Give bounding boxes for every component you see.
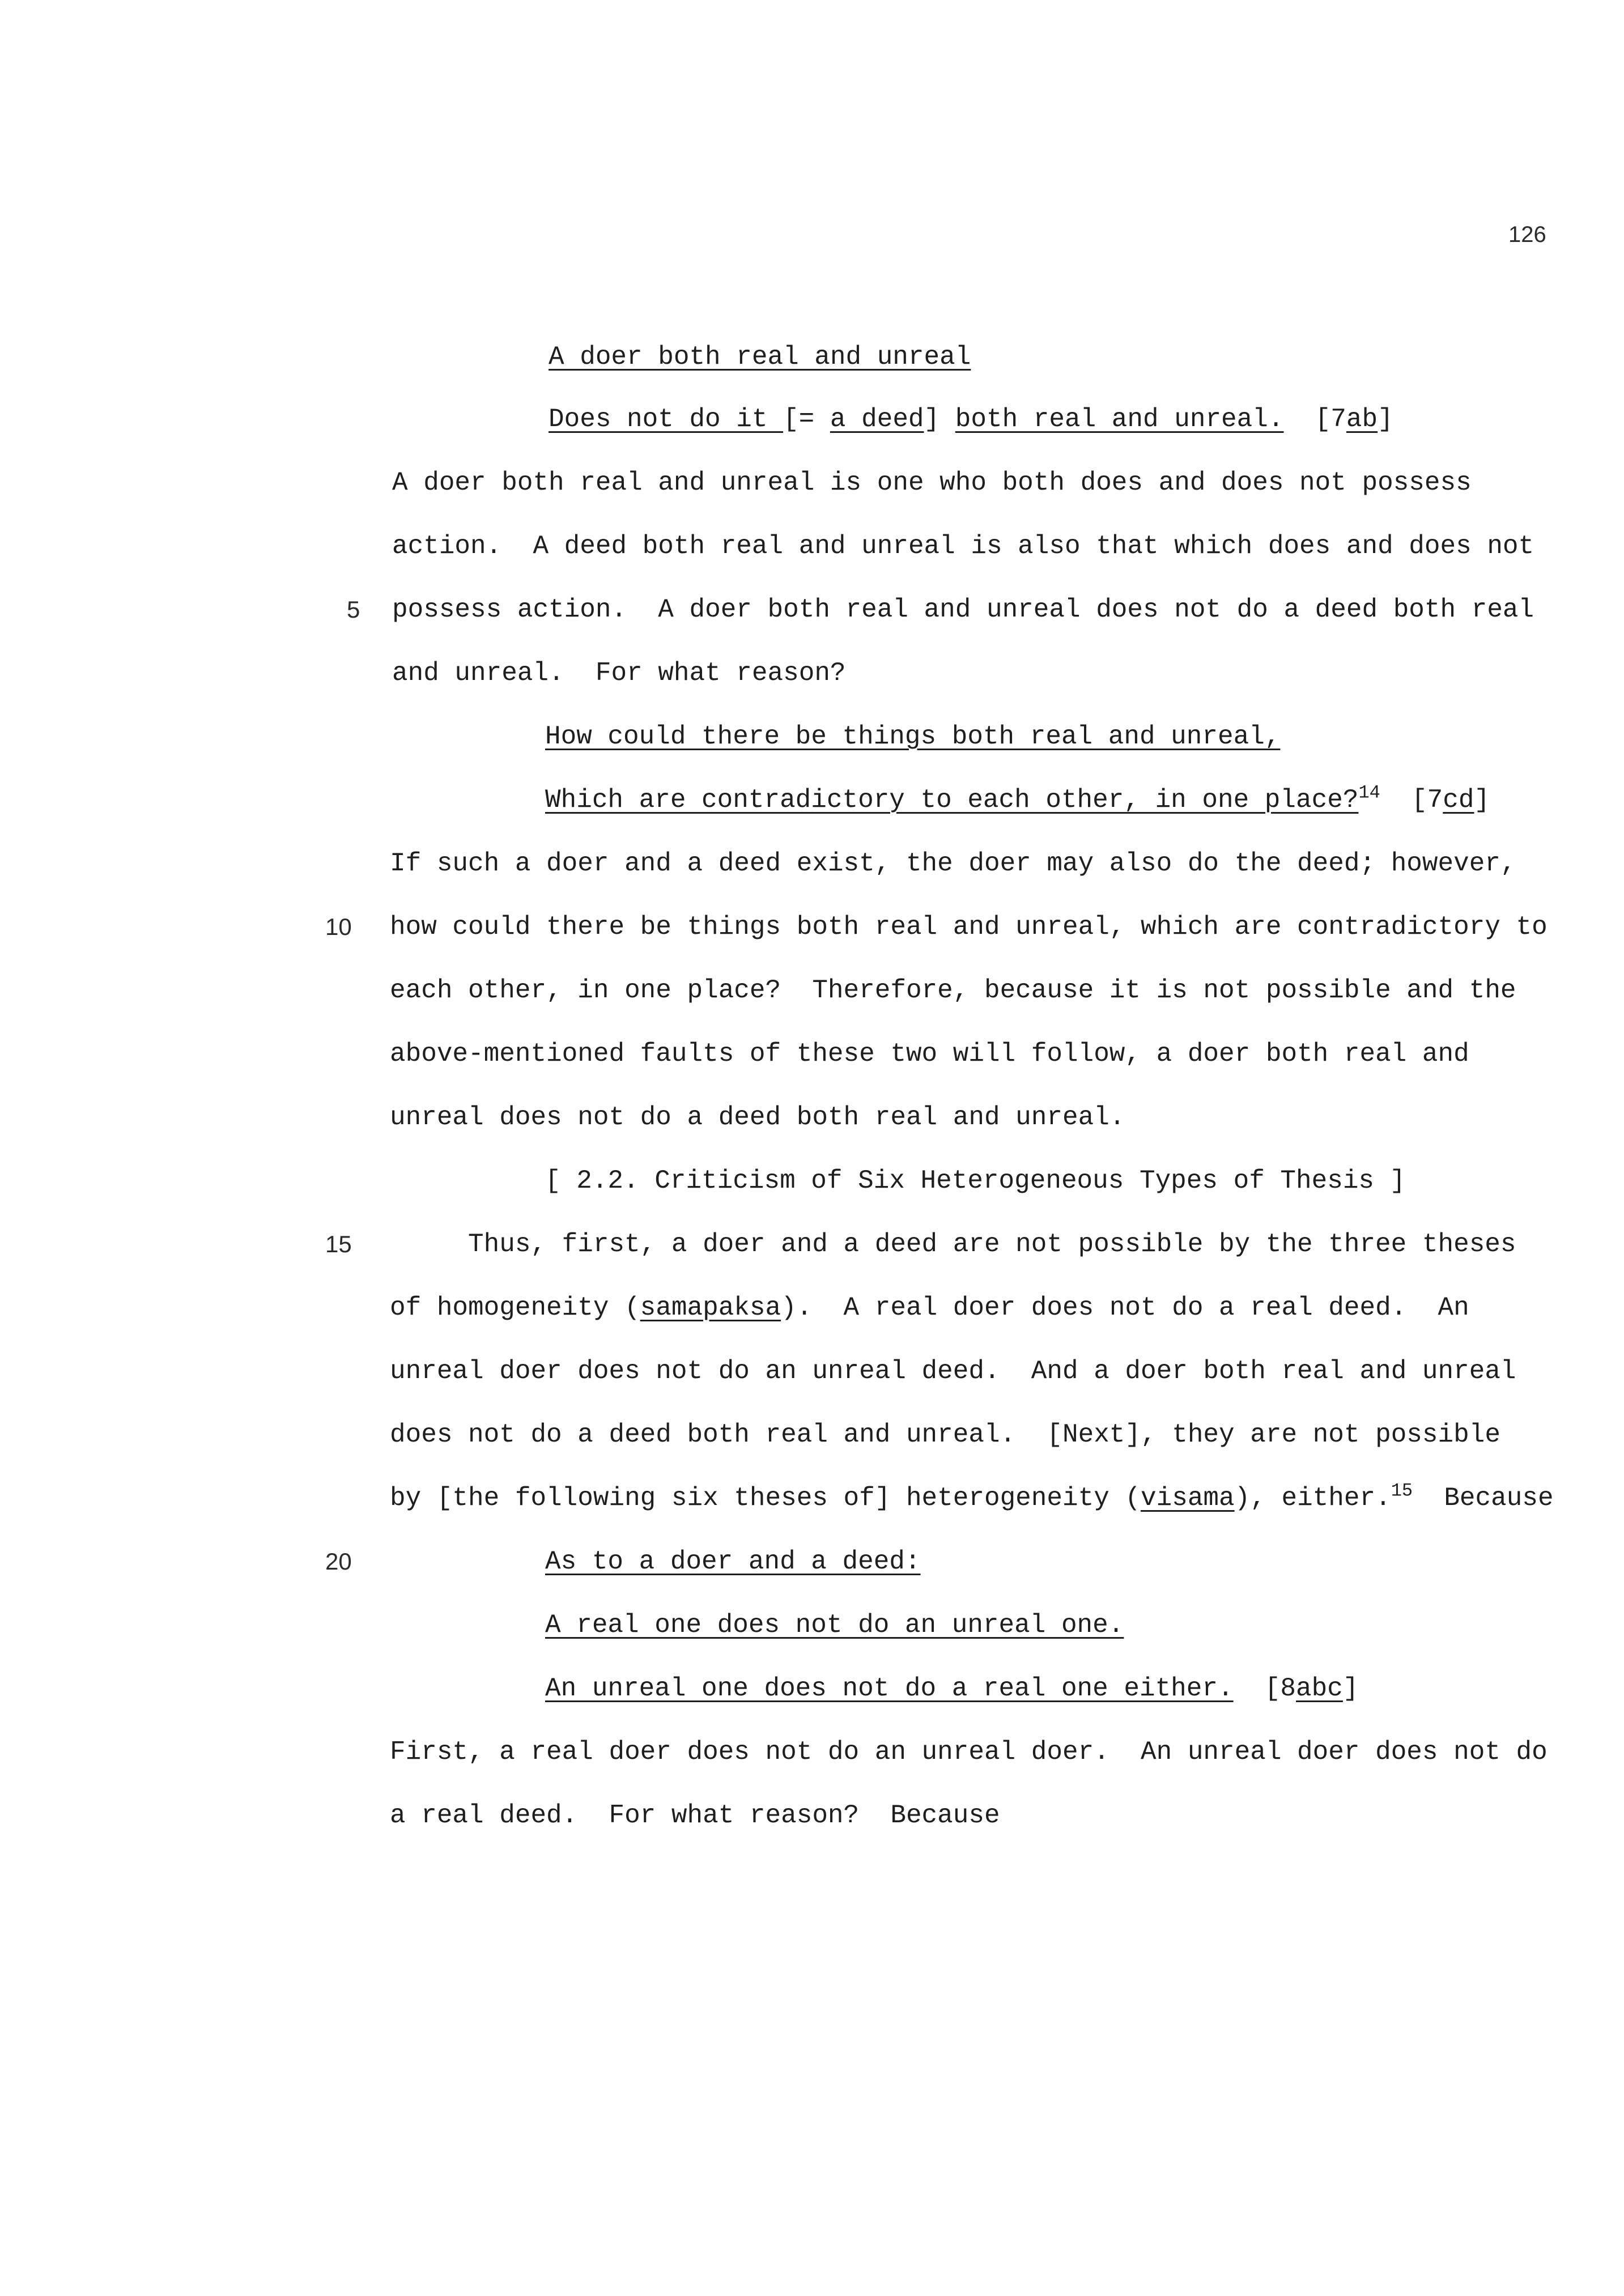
verse-7cd-line-1 — [545, 721, 1280, 752]
verse-8abc-line-1 — [545, 1546, 921, 1578]
verse-8abc-line-3 — [545, 1673, 1358, 1704]
paragraph-line: how could there be things both real and unreal, which are contradictory to — [390, 912, 1548, 942]
verse-reference: [7 — [1412, 785, 1443, 815]
paragraph-text: Because — [1413, 1483, 1554, 1513]
verse-text: A doer both real and unreal — [549, 342, 971, 372]
verse-reference: [8 — [1264, 1674, 1296, 1703]
footnote-marker: 15 — [1391, 1480, 1413, 1502]
verse-text: As to a doer and a deed: — [545, 1547, 921, 1576]
paragraph-line: a real deed. For what reason? Because — [390, 1801, 1000, 1830]
paragraph-line: A doer both real and unreal is one who both does and does not possess — [392, 468, 1472, 498]
line-number: 15 — [325, 1231, 352, 1257]
paragraph-text: of homogeneity ( — [390, 1293, 640, 1323]
verse-text: Which are contradictory to each other, in one place? — [545, 785, 1359, 815]
sanskrit-term: samapaksa — [640, 1293, 781, 1323]
paragraph-line: First, a real doer does not do an unreal doer. An unreal doer does not do — [390, 1737, 1548, 1767]
verse-text: Does not do it — [549, 405, 784, 434]
line-number: 10 — [325, 913, 352, 940]
paragraph-text: by [the following six theses of] heterogeneity ( — [390, 1483, 1141, 1513]
verse-reference: [7 — [1315, 405, 1346, 434]
paragraph-text: ), either. — [1234, 1483, 1391, 1513]
line-number: 5 — [347, 596, 360, 623]
verse-reference: ] — [1378, 405, 1393, 434]
verse-reference: ] — [1474, 785, 1490, 815]
verse-reference: cd — [1443, 785, 1474, 815]
page-number: 126 — [1508, 222, 1546, 247]
verse-text: both real and unreal. — [955, 405, 1284, 434]
verse-text: a deed — [830, 405, 924, 434]
section-heading: [ 2.2. Criticism of Six Heterogeneous Types of Thesis ] — [545, 1166, 1406, 1196]
paragraph-text: ). A real doer does not do a real deed. An — [781, 1293, 1469, 1323]
paragraph-line: above-mentioned faults of these two will follow, a doer both real and — [390, 1039, 1469, 1069]
verse-7ab-line-2 — [549, 403, 1393, 435]
verse-reference: ] — [1342, 1674, 1359, 1703]
verse-text: How could there be things both real and unreal, — [545, 722, 1281, 751]
verse-text: An unreal one does not do a real one either. — [545, 1674, 1234, 1703]
verse-reference: abc — [1296, 1674, 1343, 1703]
verse-7cd-line-2 — [545, 784, 1490, 816]
paragraph-line: possess action. A doer both real and unreal does not do a deed both real — [392, 595, 1534, 624]
line-number: 20 — [325, 1548, 352, 1575]
paragraph-line — [390, 1292, 1469, 1324]
bracket-text: ] — [924, 405, 955, 434]
paragraph-line: each other, in one place? Therefore, because it is not possible and the — [390, 976, 1516, 1005]
verse-text: A real one does not do an unreal one. — [545, 1610, 1124, 1640]
verse-7ab-line-1 — [549, 341, 971, 373]
bracket-text: [= — [783, 405, 830, 434]
verse-reference: ab — [1346, 405, 1378, 434]
paragraph-line — [390, 1482, 1554, 1514]
paragraph-line: Thus, first, a doer and a deed are not possible by the three theses — [468, 1230, 1516, 1259]
paragraph-line: does not do a deed both real and unreal. [Next], they are not possible — [390, 1420, 1500, 1449]
paragraph-line: action. A deed both real and unreal is also that which does and does not — [392, 532, 1534, 561]
paragraph-line: and unreal. For what reason? — [392, 658, 846, 688]
footnote-marker: 14 — [1358, 782, 1380, 803]
sanskrit-term: visama — [1141, 1483, 1235, 1513]
paragraph-line: unreal does not do a deed both real and unreal. — [390, 1103, 1125, 1132]
paragraph-line: If such a doer and a deed exist, the doer may also do the deed; however, — [390, 849, 1516, 878]
verse-8abc-line-2 — [545, 1609, 1124, 1641]
paragraph-line: unreal doer does not do an unreal deed. And a doer both real and unreal — [390, 1357, 1516, 1386]
